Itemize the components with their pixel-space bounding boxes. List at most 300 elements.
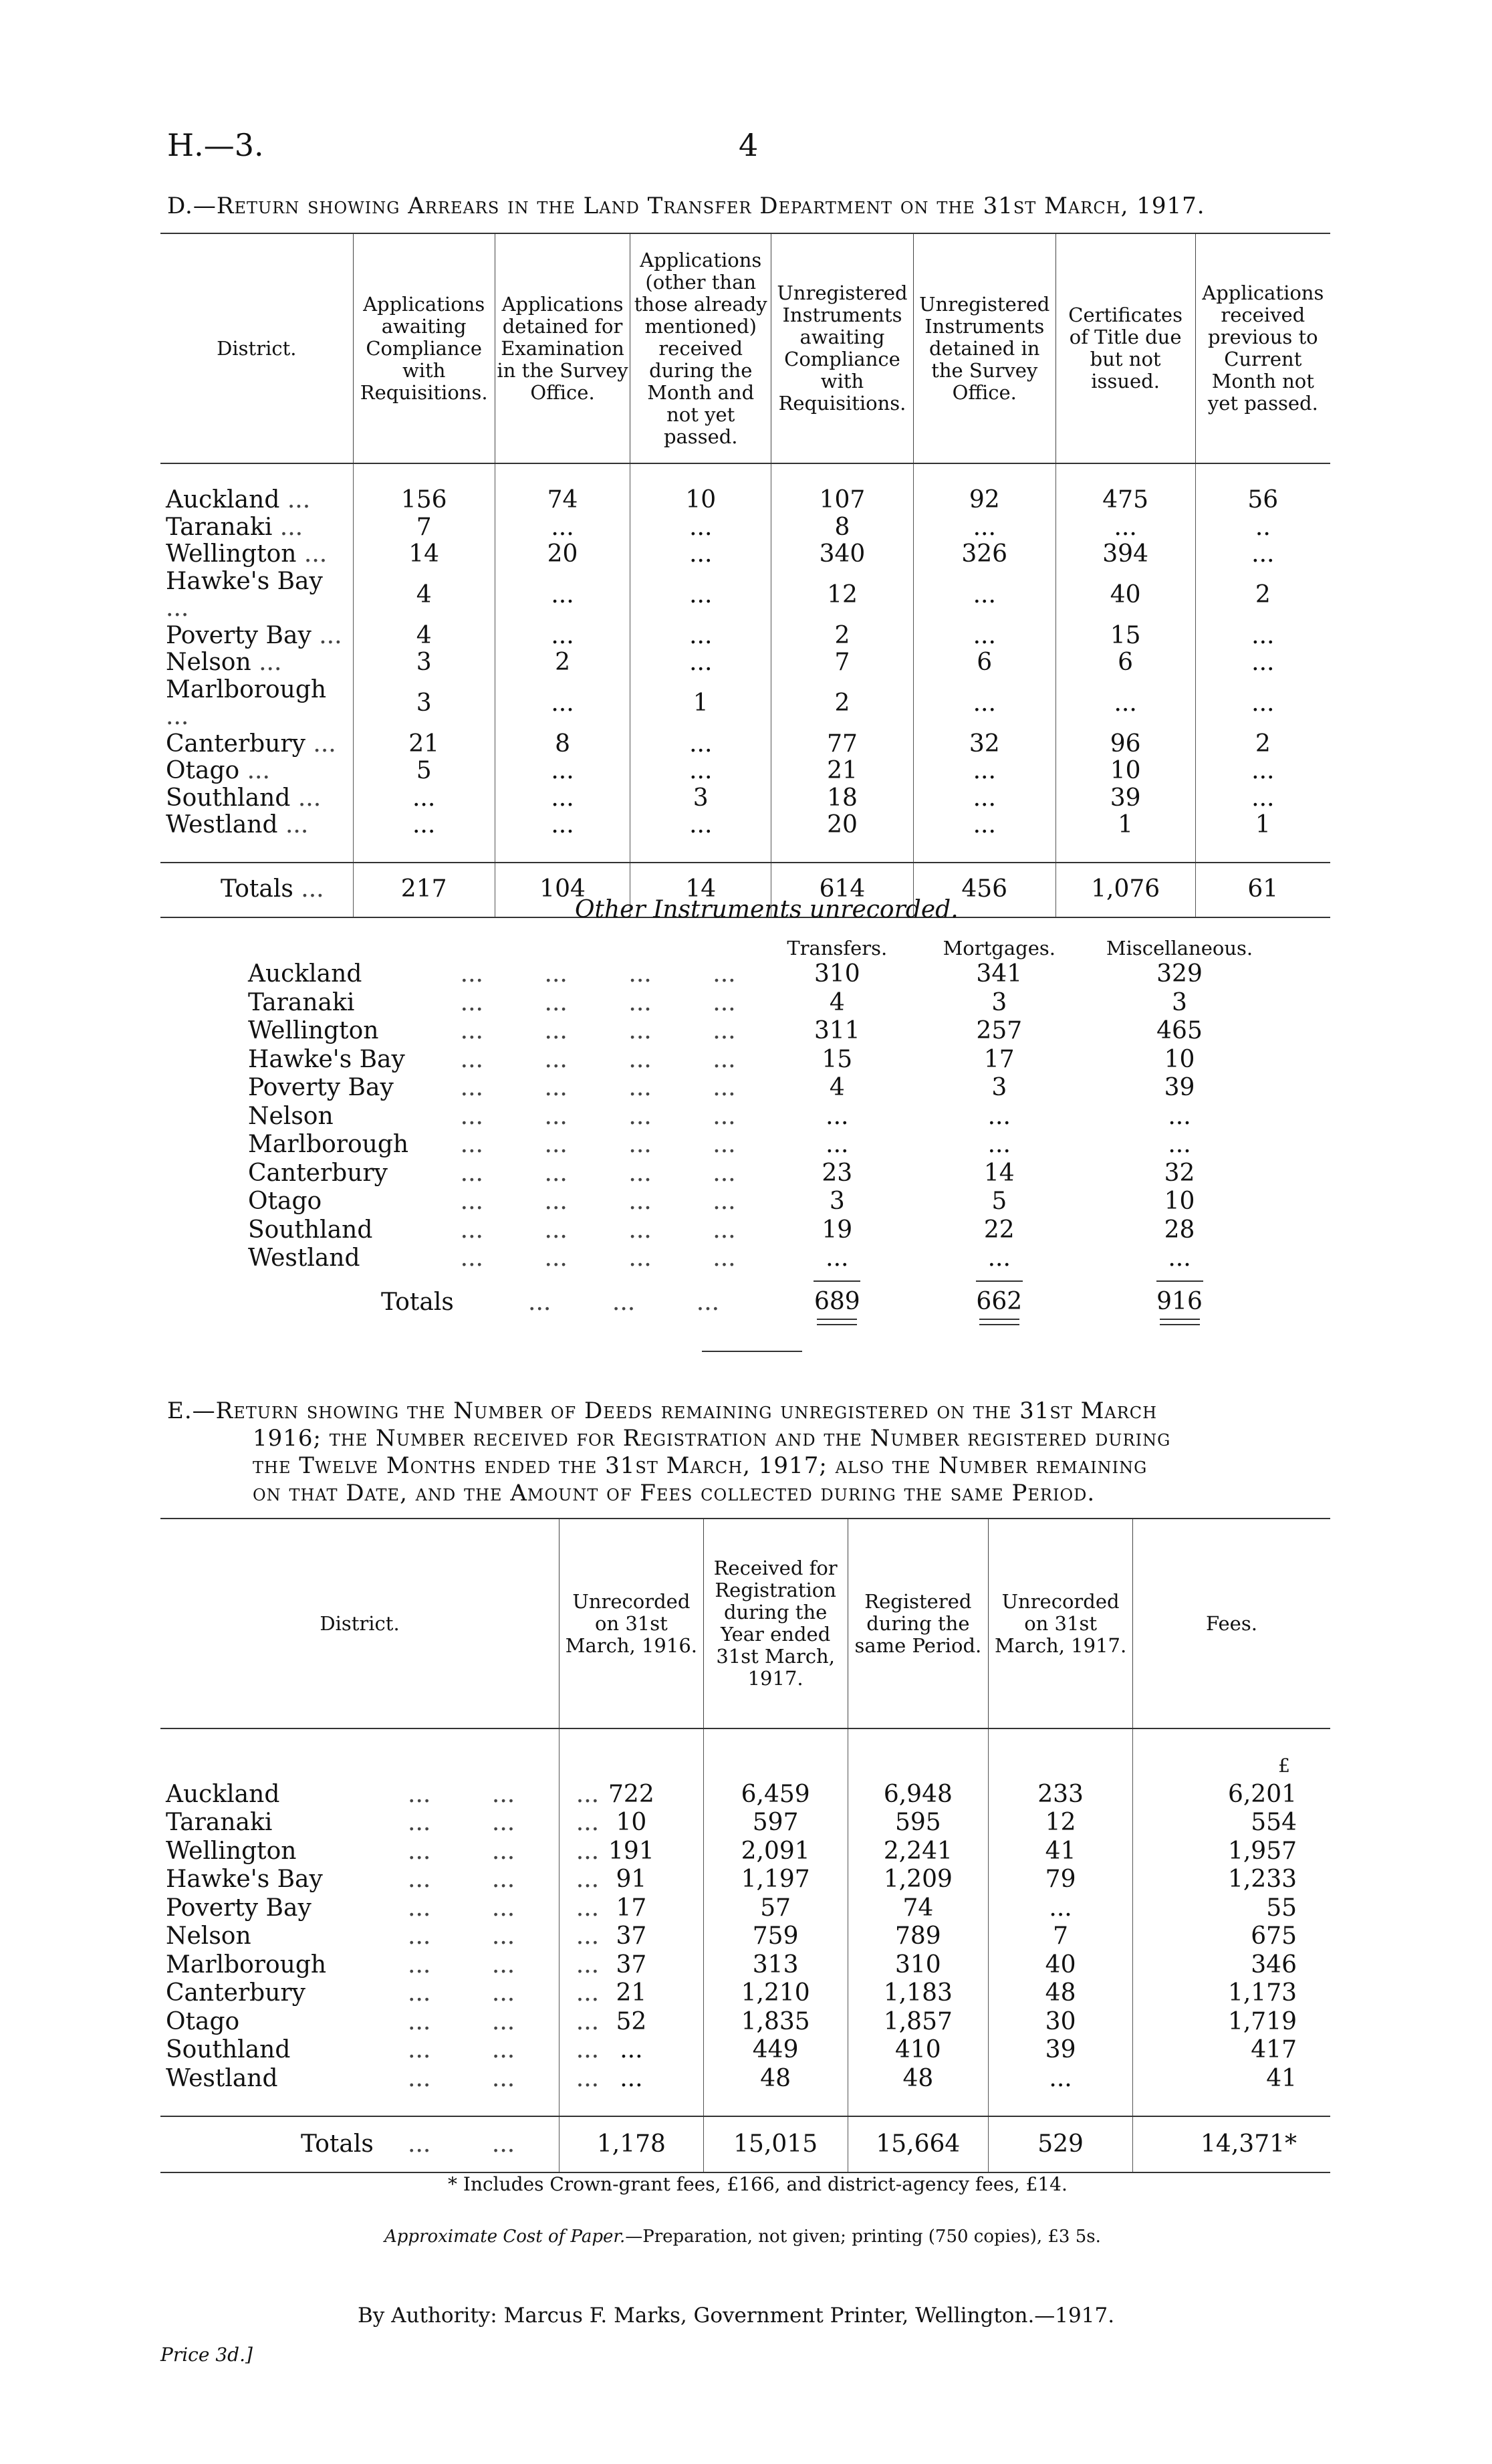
value-cell: 3: [630, 785, 771, 812]
value-cell: 1,209: [848, 1866, 989, 1894]
district-cell: [247, 1131, 758, 1159]
value-cell: 91: [560, 1866, 704, 1894]
leader-dots: ...: [296, 540, 328, 568]
value-cell: ...: [1055, 514, 1195, 542]
value-cell: 2: [771, 623, 914, 650]
value-cell: 57: [703, 1894, 848, 1923]
value-cell: 10: [1055, 758, 1195, 785]
leader-dots: ... ... ...: [408, 1894, 600, 1922]
value-cell: 3: [353, 677, 495, 731]
table-row: [247, 1046, 1277, 1075]
value-cell: 449: [703, 2036, 848, 2065]
value-cell: ...: [913, 758, 1055, 785]
leader-dots: ... ... ...: [408, 1950, 600, 1979]
district-name: Southland: [166, 2036, 291, 2063]
table-row: [160, 812, 1330, 839]
district-name: Westland: [166, 2064, 278, 2092]
value-cell: 107: [771, 487, 914, 514]
value-cell: 675: [1132, 1922, 1330, 1951]
table-row: [160, 1894, 1330, 1923]
leader-dots: ... ... ... ...: [414, 1017, 736, 1044]
value-cell: 1,183: [848, 1979, 989, 2008]
value-cell: 48: [848, 2065, 989, 2094]
value-cell: ...: [630, 623, 771, 650]
value-cell: ...: [560, 2065, 704, 2094]
value-cell: ...: [1195, 649, 1330, 677]
district-name: Canterbury: [166, 730, 305, 758]
value-cell: ...: [1195, 785, 1330, 812]
district-cell: [160, 1922, 600, 1951]
spacer-cell: [1132, 1728, 1330, 1752]
leader-dots: ... ... ... ...: [414, 1131, 736, 1158]
total-cell: 61: [1195, 863, 1330, 917]
district-name: Canterbury: [166, 1979, 305, 2007]
col-header: Registered during the same Period.: [848, 1519, 989, 1728]
printer-authority: By Authority: Marcus F. Marks, Government Printer, Wellington.—1917.: [358, 2304, 1115, 2328]
value-cell: 417: [1132, 2036, 1330, 2065]
col-header: Unrecorded on 31st March, 1916.: [560, 1519, 704, 1728]
district-name: Poverty Bay: [166, 621, 312, 649]
col-header: Transfers.: [787, 937, 888, 960]
district-cell: [160, 812, 353, 839]
leader-dots: ... ... ...: [408, 2007, 600, 2035]
value-cell: 7: [771, 649, 914, 677]
value-cell: 22: [983, 1216, 1015, 1244]
table-row: [160, 785, 1330, 812]
value-cell: 789: [848, 1922, 989, 1951]
spacer-row: [160, 1728, 1330, 1752]
value-cell: 21: [771, 758, 914, 785]
value-cell: ...: [987, 1102, 1011, 1130]
table-row: [160, 623, 1330, 650]
district-name: Nelson: [166, 1922, 251, 1950]
value-cell: 595: [848, 1809, 989, 1837]
table-e-title-line3: the Twelve Months ended the 31st March, 1917; also the Number remaining: [253, 1452, 1148, 1479]
district-cell: [160, 1894, 600, 1923]
table-row: [247, 989, 1277, 1018]
value-cell: 12: [771, 568, 914, 623]
value-cell: ...: [987, 1244, 1011, 1272]
value-cell: 329: [1156, 960, 1203, 988]
district-cell: [160, 623, 353, 650]
table-row: [160, 1837, 1330, 1866]
value-cell: 475: [1055, 487, 1195, 514]
spacer-cell: [560, 2093, 704, 2116]
spacer-cell: [703, 1752, 848, 1781]
value-cell: 257: [976, 1017, 1023, 1044]
footnote: * Includes Crown-grant fees, £166, and district-agency fees, £14.: [448, 2173, 1068, 2195]
value-cell: ...: [495, 568, 630, 623]
district-cell: [160, 758, 353, 785]
value-cell: ...: [989, 1894, 1133, 1923]
spacer-cell: [989, 1752, 1133, 1781]
spacer-cell: [913, 463, 1055, 487]
value-cell: 8: [495, 731, 630, 758]
spacer-row: [160, 2093, 1330, 2116]
value-cell: ..: [1195, 514, 1330, 542]
district-cell: [160, 731, 353, 758]
district-name: Hawke's Bay: [248, 1045, 405, 1073]
value-cell: 10: [560, 1809, 704, 1837]
value-cell: 40: [989, 1951, 1133, 1980]
district-cell: [160, 1809, 600, 1837]
leader-dots: ...: [272, 513, 303, 541]
spacer-cell: [848, 1752, 989, 1781]
col-header: Unrecorded on 31st March, 1917.: [989, 1519, 1133, 1728]
value-cell: ...: [1195, 758, 1330, 785]
value-cell: 597: [703, 1809, 848, 1837]
table-row: [160, 1922, 1330, 1951]
value-cell: ...: [353, 812, 495, 839]
value-cell: 74: [848, 1894, 989, 1923]
district-cell: [247, 1046, 758, 1075]
value-cell: ...: [913, 514, 1055, 542]
table-d-title: D.—Return showing Arrears in the Land Transfer Department on the 31st March, 1917.: [167, 193, 1205, 219]
value-cell: 310: [814, 960, 860, 988]
leader-dots: ... ... ... ...: [414, 1188, 736, 1215]
district-name: Taranaki: [166, 1809, 273, 1836]
district-cell: [160, 568, 353, 623]
currency-cell: £: [1132, 1752, 1330, 1781]
value-cell: 4: [353, 568, 495, 623]
value-cell: 1,173: [1132, 1979, 1330, 2008]
table-row: [247, 1216, 1277, 1245]
district-cell: [247, 1188, 758, 1216]
value-cell: 2,091: [703, 1837, 848, 1866]
col-header: District.: [320, 1611, 400, 1635]
district-cell: [160, 541, 353, 568]
spacer-cell: [989, 2093, 1133, 2116]
table-row: [160, 1866, 1330, 1894]
value-cell: ...: [987, 1131, 1011, 1158]
value-cell: 554: [1132, 1809, 1330, 1837]
value-cell: 56: [1195, 487, 1330, 514]
value-cell: 15: [822, 1045, 853, 1073]
district-name: Wellington: [248, 1017, 379, 1044]
value-cell: 32: [913, 731, 1055, 758]
value-cell: 2: [1195, 568, 1330, 623]
leader-dots: ... ... ...: [408, 1922, 600, 1950]
district-cell: [247, 1017, 758, 1046]
spacer-cell: [495, 463, 630, 487]
value-cell: ...: [560, 2036, 704, 2065]
district-cell: [247, 1074, 758, 1103]
value-cell: 2: [495, 649, 630, 677]
value-cell: 3: [991, 1074, 1007, 1101]
value-cell: 1: [1055, 812, 1195, 839]
value-cell: 1: [630, 677, 771, 731]
table-row: [160, 514, 1330, 542]
value-cell: 8: [771, 514, 914, 542]
spacer-cell: [989, 1728, 1133, 1752]
table-e-title-line4: on that Date, and the Amount of Fees collected during the same Period.: [253, 1480, 1096, 1506]
table-row: [247, 1103, 1277, 1131]
leader-dots: ... ... ...: [408, 2064, 600, 2092]
col-header: Mortgages.: [943, 937, 1055, 960]
value-cell: ...: [1055, 677, 1195, 731]
value-cell: 2: [1195, 731, 1330, 758]
leader-dots: ...: [166, 594, 189, 622]
table-row: [247, 1074, 1277, 1103]
table-row: [160, 1809, 1330, 1837]
district-cell: [160, 785, 353, 812]
district-cell: [247, 1216, 758, 1245]
other-instruments-title: Other Instruments unrecorded.: [575, 896, 959, 923]
value-cell: ...: [630, 514, 771, 542]
spacer-row: [160, 463, 1330, 487]
table-row: [247, 1159, 1277, 1188]
cost-note: [384, 2227, 1101, 2247]
value-cell: 1,857: [848, 2008, 989, 2037]
spacer-cell: [848, 1728, 989, 1752]
district-cell: [247, 960, 758, 989]
value-cell: 7: [989, 1922, 1133, 1951]
value-cell: ...: [1195, 677, 1330, 731]
district-cell: [160, 514, 353, 542]
value-cell: ...: [630, 812, 771, 839]
table-row: [160, 2065, 1330, 2094]
totals-row: [160, 2116, 1330, 2172]
district-cell: [160, 1979, 600, 2008]
value-cell: 14: [353, 541, 495, 568]
table-row: [160, 2036, 1330, 2065]
value-cell: 92: [913, 487, 1055, 514]
leader-dots: ... ... ... ...: [414, 1074, 736, 1101]
value-cell: ...: [495, 812, 630, 839]
value-cell: 326: [913, 541, 1055, 568]
cost-label: Approximate Cost of Paper.: [384, 2227, 626, 2247]
district-name: Auckland: [166, 486, 280, 514]
value-cell: ...: [913, 812, 1055, 839]
leader-dots: ...: [239, 757, 270, 784]
value-cell: 14: [983, 1159, 1015, 1187]
value-cell: ...: [1168, 1244, 1191, 1272]
total-value: 662: [976, 1280, 1023, 1316]
value-cell: ...: [353, 785, 495, 812]
value-cell: 10: [630, 487, 771, 514]
total-cell: 456: [913, 863, 1055, 917]
page-ref: H.—3.: [167, 127, 264, 163]
other-instruments-table: [247, 936, 1277, 1333]
leader-dots: ... ... ...: [408, 1866, 600, 1893]
value-cell: 55: [1132, 1894, 1330, 1923]
value-cell: ...: [1195, 541, 1330, 568]
col-header: [247, 936, 758, 960]
table-row: [160, 2008, 1330, 2037]
value-cell: 3: [353, 649, 495, 677]
value-cell: 37: [560, 1951, 704, 1980]
district-cell: [160, 2036, 600, 2065]
total-cell: [916, 1273, 1082, 1333]
total-cell: 217: [353, 863, 495, 917]
spacer-cell: [1132, 2093, 1330, 2116]
value-cell: 346: [1132, 1951, 1330, 1980]
leader-dots: ... ... ...: [408, 1809, 600, 1836]
leader-dots: ...: [166, 703, 189, 730]
district-cell: [247, 989, 758, 1018]
value-cell: 1,957: [1132, 1837, 1330, 1866]
leader-dots: ... ... ...: [408, 1837, 600, 1865]
value-cell: ...: [913, 568, 1055, 623]
district-name: Nelson: [248, 1102, 334, 1130]
table-row: [160, 568, 1330, 623]
table-row: [247, 1131, 1277, 1159]
spacer-cell: [1055, 463, 1195, 487]
value-cell: 4: [829, 1074, 845, 1101]
table-row: [160, 731, 1330, 758]
value-cell: 19: [822, 1216, 853, 1244]
value-cell: 2,241: [848, 1837, 989, 1866]
totals-label: [160, 2116, 560, 2172]
value-cell: 1,197: [703, 1866, 848, 1894]
value-cell: 39: [989, 2036, 1133, 2065]
district-name: Otago: [166, 2007, 240, 2035]
table-row: [247, 1188, 1277, 1216]
district-name: Marlborough: [166, 1950, 327, 1979]
table-row: [160, 1781, 1330, 1809]
table-row: [160, 487, 1330, 514]
double-rule: [1160, 1319, 1200, 1325]
value-cell: 37: [560, 1922, 704, 1951]
spacer-cell: [160, 463, 353, 487]
total-cell: 15,664: [848, 2116, 989, 2172]
district-cell: [160, 2064, 600, 2094]
district-cell: [160, 2007, 600, 2037]
value-cell: 4: [829, 988, 845, 1016]
spacer-cell: [495, 839, 630, 863]
leader-dots: ... ... ...: [408, 2036, 600, 2063]
value-cell: 15: [1055, 623, 1195, 650]
value-cell: ...: [826, 1244, 849, 1272]
leader-dots: ... ... ...: [528, 1289, 720, 1317]
col-header: Fees.: [1132, 1519, 1330, 1728]
value-cell: 96: [1055, 731, 1195, 758]
value-cell: 1,719: [1132, 2008, 1330, 2037]
value-cell: ...: [630, 541, 771, 568]
col-header: Applications received previous to Current Month not yet passed.: [1195, 233, 1330, 463]
value-cell: 20: [771, 812, 914, 839]
district-cell: [160, 1780, 600, 1809]
value-cell: 722: [560, 1781, 704, 1809]
value-cell: 3: [991, 988, 1007, 1016]
col-header: Received for Registration during the Year ended 31st March, 1917.: [703, 1519, 848, 1728]
value-cell: 341: [976, 960, 1023, 988]
value-cell: 40: [1055, 568, 1195, 623]
total-cell: 14,371*: [1132, 2116, 1330, 2172]
value-cell: 21: [560, 1979, 704, 2008]
district-name: Poverty Bay: [248, 1074, 394, 1101]
spacer-cell: [160, 1752, 560, 1781]
spacer-cell: [703, 1728, 848, 1752]
value-cell: 21: [353, 731, 495, 758]
table-row: [160, 758, 1330, 785]
value-cell: 759: [703, 1922, 848, 1951]
value-cell: ...: [826, 1131, 849, 1158]
value-cell: ...: [826, 1102, 849, 1130]
total-value: 916: [1156, 1280, 1203, 1316]
table-row: [160, 677, 1330, 731]
district-name: Canterbury: [248, 1159, 388, 1187]
total-cell: 14: [630, 863, 771, 917]
spacer-cell: [1055, 839, 1195, 863]
spacer-cell: [848, 2093, 989, 2116]
leader-dots: ...: [290, 784, 322, 812]
district-cell: [160, 1837, 600, 1866]
leader-dots: ... ... ... ...: [414, 1045, 736, 1073]
spacer-cell: [560, 1728, 704, 1752]
value-cell: 39: [1164, 1074, 1195, 1101]
district-name: Marlborough: [248, 1131, 409, 1158]
leader-dots: ... ... ... ...: [414, 1216, 736, 1244]
value-cell: 394: [1055, 541, 1195, 568]
value-cell: ...: [630, 568, 771, 623]
leader-dots: ...: [305, 730, 336, 758]
value-cell: ...: [495, 623, 630, 650]
district-name: Taranaki: [248, 988, 355, 1016]
totals-text: Totals: [221, 875, 293, 903]
value-cell: ...: [495, 785, 630, 812]
value-cell: ...: [989, 2065, 1133, 2094]
value-cell: ...: [1168, 1102, 1191, 1130]
spacer-cell: [703, 2093, 848, 2116]
district-name: Southland: [166, 784, 291, 812]
table-row: [247, 960, 1277, 989]
value-cell: 17: [983, 1045, 1015, 1073]
total-cell: 1,178: [560, 2116, 704, 2172]
district-name: Taranaki: [166, 513, 273, 541]
value-cell: 23: [822, 1159, 853, 1187]
spacer-cell: [1195, 839, 1330, 863]
value-cell: 1: [1195, 812, 1330, 839]
col-header: Applications (other than those already mentioned) received during the Month and not yet passed.: [630, 233, 771, 463]
value-cell: 12: [989, 1809, 1133, 1837]
totals-label: [160, 863, 353, 917]
leader-dots: ... ... ... ...: [414, 1102, 736, 1130]
value-cell: 6: [913, 649, 1055, 677]
totals-label: [247, 1273, 758, 1333]
leader-dots: ... ... ... ...: [414, 1159, 736, 1187]
leader-dots: ...: [279, 486, 311, 514]
table-row: [247, 1244, 1277, 1273]
value-cell: 5: [353, 758, 495, 785]
value-cell: 6: [1055, 649, 1195, 677]
value-cell: 156: [353, 487, 495, 514]
value-cell: 1,210: [703, 1979, 848, 2008]
table-row: [160, 1979, 1330, 2008]
value-cell: ...: [630, 731, 771, 758]
value-cell: 39: [1055, 785, 1195, 812]
spacer-cell: [1195, 463, 1330, 487]
table-row: [247, 1017, 1277, 1046]
district-name: Wellington: [166, 540, 297, 568]
total-cell: [1082, 1273, 1277, 1333]
total-cell: 104: [495, 863, 630, 917]
value-cell: 2: [771, 677, 914, 731]
value-cell: 79: [989, 1866, 1133, 1894]
leader-dots: ... ... ... ...: [414, 1244, 736, 1272]
district-cell: [247, 1244, 758, 1273]
value-cell: 410: [848, 2036, 989, 2065]
value-cell: 1,233: [1132, 1866, 1330, 1894]
value-cell: ...: [1195, 623, 1330, 650]
value-cell: 4: [353, 623, 495, 650]
value-cell: 18: [771, 785, 914, 812]
value-cell: ...: [495, 677, 630, 731]
table-e-title-line1: E.—Return showing the Number of Deeds remaining unregistered on the 31st March: [167, 1397, 1158, 1424]
cost-text: —Preparation, not given; printing (750 copies), £3 5s.: [625, 2227, 1101, 2247]
district-name: Hawke's Bay: [166, 567, 323, 595]
spacer-cell: [630, 463, 771, 487]
